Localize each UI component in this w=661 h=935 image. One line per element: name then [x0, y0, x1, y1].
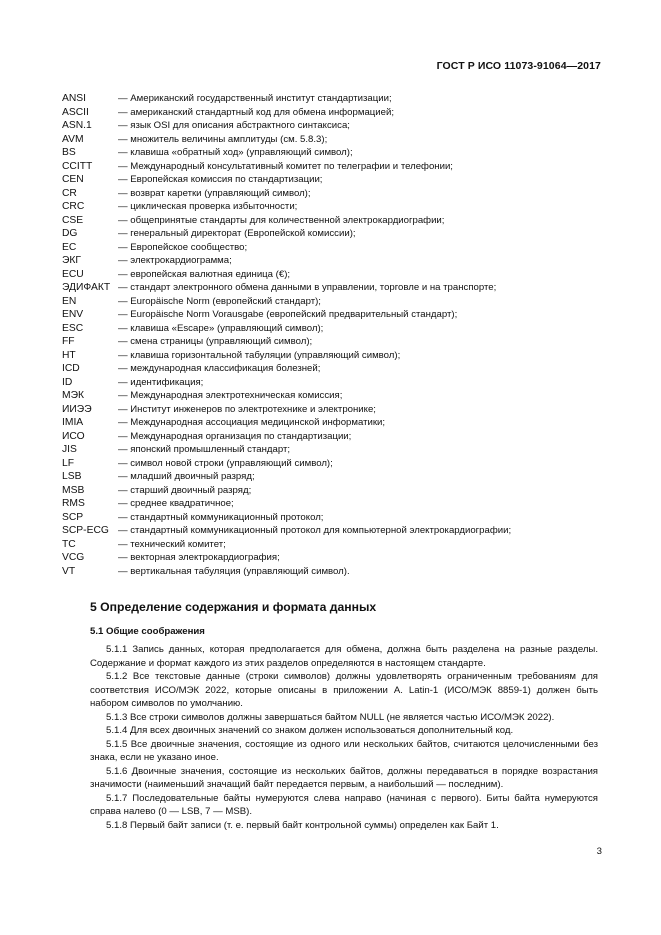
- abbreviation-term: ECU: [62, 268, 84, 280]
- abbreviation-definition: — символ новой строки (управляющий символ);: [118, 457, 333, 469]
- abbreviation-definition: — клавиша «Escape» (управляющий символ);: [118, 322, 324, 334]
- abbreviation-row: [62, 254, 602, 268]
- abbreviation-term: AVM: [62, 133, 84, 145]
- abbreviation-term: ASN.1: [62, 120, 92, 131]
- abbreviation-term: SCP-ECG: [62, 525, 109, 536]
- abbreviation-row: [62, 443, 602, 457]
- abbreviation-row: [62, 119, 602, 133]
- abbreviation-definition: — общепринятые стандарты для количественной электрокардиографии;: [118, 214, 445, 226]
- abbreviation-row: [62, 403, 602, 417]
- abbreviation-row: [62, 241, 602, 255]
- abbreviation-definition: — японский промышленный стандарт;: [118, 444, 290, 455]
- abbreviation-row: [62, 187, 602, 201]
- abbreviation-row: [62, 430, 602, 444]
- paragraph-5-1-2: 5.1.2 Все текстовые данные (строки символов) должны удовлетворять ограниченным требованиям для соответствия ИСО/МЭК 2022, которые описаны в приложении A. Latin-1 (ИСО/МЭК 8859-1) должен быть набором символов по умолчанию.: [90, 671, 598, 709]
- abbreviation-definition: — стандарт электронного обмена данными в управлении, торговле и на транспорте;: [118, 282, 497, 293]
- abbreviation-term: ENV: [62, 309, 84, 320]
- paragraph-5-1-3: 5.1.3 Все строки символов должны завершаться байтом NULL (не является частью ИСО/МЭК 2022).: [106, 711, 555, 723]
- abbreviation-term: VT: [62, 565, 76, 577]
- abbreviation-definition: — европейская валютная единица (€);: [118, 268, 291, 280]
- abbreviation-row: [62, 160, 602, 174]
- abbreviation-definition: — американский стандартный код для обмена информацией;: [118, 106, 394, 118]
- abbreviation-term: JIS: [62, 444, 77, 455]
- abbreviation-term: DG: [62, 228, 78, 239]
- abbreviation-definition: — идентификация;: [118, 376, 204, 388]
- paragraph-5-1-6: 5.1.6 Двоичные значения, состоящие из нескольких байтов, должны передаваться в порядке возрастания значимости (наименьший значащий байт передается первым, а наибольший — последним).: [90, 765, 598, 790]
- abbreviation-row: [62, 281, 602, 295]
- paragraph-5-1-7: 5.1.7 Последовательные байты нумеруются слева направо (начиная с первого). Биты байта нумеруются справа налево (0 — LSB, 7 — MSB).: [90, 792, 598, 817]
- abbreviation-term: IMIA: [62, 417, 84, 428]
- abbreviation-row: [62, 565, 602, 579]
- section-title: 5 Определение содержания и формата данных: [90, 600, 377, 614]
- abbreviation-definition: — Американский государственный институт стандартизации;: [118, 93, 392, 104]
- abbreviation-definition: — Европейская комиссия по стандартизации;: [118, 174, 323, 185]
- abbreviation-definition: — язык OSI для описания абстрактного синтаксиса;: [118, 120, 350, 131]
- abbreviation-row: [62, 457, 602, 471]
- abbreviation-definition: — среднее квадратичное;: [118, 498, 234, 509]
- abbreviation-row: [62, 389, 602, 403]
- abbreviation-term: МЭК: [62, 390, 84, 401]
- abbreviation-term: ESC: [62, 322, 84, 334]
- abbreviation-row: [62, 133, 602, 147]
- abbreviation-definition: — множитель величины амплитуды (см. 5.8.3);: [118, 133, 328, 145]
- abbreviation-definition: — смена страницы (управляющий символ);: [118, 336, 313, 347]
- abbreviation-term: CSE: [62, 214, 84, 226]
- abbreviation-definition: — младший двоичный разряд;: [118, 471, 255, 482]
- abbreviation-row: [62, 308, 602, 322]
- abbreviation-definition: — международная классификация болезней;: [118, 363, 321, 374]
- abbreviation-definition: — вертикальная табуляция (управляющий символ).: [118, 565, 350, 577]
- abbreviation-term: VCG: [62, 552, 85, 563]
- abbreviation-term: ASCII: [62, 106, 89, 118]
- abbreviation-row: [62, 335, 602, 349]
- subsection-title: 5.1 Общие соображения: [90, 626, 205, 637]
- abbreviation-definition: — электрокардиограмма;: [118, 255, 232, 266]
- abbreviation-term: EN: [62, 295, 77, 307]
- abbreviation-row: [62, 416, 602, 430]
- abbreviation-term: ЭКГ: [62, 255, 81, 266]
- abbreviation-term: MSB: [62, 484, 85, 496]
- abbreviation-definition: — клавиша «обратный ход» (управляющий символ);: [118, 147, 353, 158]
- abbreviation-definition: — Институт инженеров по электротехнике и электронике;: [118, 403, 376, 415]
- abbreviation-definition: — Europäische Norm (европейский стандарт);: [118, 295, 321, 307]
- abbreviation-definition: — Международная ассоциация медицинской информатики;: [118, 417, 386, 428]
- abbreviation-definition: — старший двоичный разряд;: [118, 484, 252, 496]
- abbreviation-term: ANSI: [62, 93, 87, 104]
- abbreviation-term: ИСО: [62, 430, 85, 442]
- abbreviation-row: [62, 376, 602, 390]
- paragraph-5-1-4: 5.1.4 Для всех двоичных значений со знаком должен использоваться дополнительный код.: [106, 725, 514, 736]
- abbreviation-term: RMS: [62, 498, 85, 509]
- abbreviation-definition: — циклическая проверка избыточности;: [118, 201, 298, 212]
- abbreviation-definition: — стандартный коммуникационный протокол;: [118, 511, 324, 523]
- abbreviation-row: [62, 511, 602, 525]
- abbreviation-row: [62, 362, 602, 376]
- paragraph-5-1-8: 5.1.8 Первый байт записи (т. е. первый байт контрольной суммы) определен как Байт 1.: [106, 819, 499, 831]
- abbreviation-row: [62, 524, 602, 538]
- paragraph-5-1-5: 5.1.5 Все двоичные значения, состоящие из одного или нескольких байтов, считаются целочисленными без знака, если не указано иное.: [90, 738, 598, 763]
- abbreviation-term: FF: [62, 336, 75, 347]
- abbreviation-row: [62, 484, 602, 498]
- abbreviation-row: [62, 173, 602, 187]
- abbreviation-definition: — Международная организация по стандартизации;: [118, 430, 352, 442]
- abbreviation-term: LSB: [62, 471, 82, 482]
- abbreviation-term: CEN: [62, 174, 84, 185]
- abbreviation-term: ИИЭЭ: [62, 403, 92, 415]
- abbreviation-row: [62, 538, 602, 552]
- abbreviation-term: LF: [62, 457, 75, 469]
- paragraph-5-1-1: 5.1.1 Запись данных, которая предполагается для обмена, должна быть разделена на разные разделы. Содержание и формат каждого из этих разделов определяются в настоящем стандарте.: [90, 644, 598, 669]
- abbreviation-definition: — Международная электротехническая комиссия;: [118, 390, 343, 401]
- abbreviation-row: [62, 322, 602, 336]
- abbreviation-term: ICD: [62, 363, 80, 374]
- abbreviation-definition: — возврат каретки (управляющий символ);: [118, 187, 311, 199]
- abbreviation-term: CCITT: [62, 160, 93, 172]
- document-standard-id: ГОСТ Р ИСО 11073-91064—2017: [436, 60, 601, 72]
- abbreviation-definition: — Международный консультативный комитет по телеграфии и телефонии;: [118, 160, 453, 172]
- abbreviation-row: [62, 470, 602, 484]
- abbreviation-term: TC: [62, 538, 76, 550]
- abbreviations-list: [62, 92, 602, 578]
- abbreviation-row: [62, 295, 602, 309]
- abbreviation-row: [62, 551, 602, 565]
- abbreviation-row: [62, 214, 602, 228]
- abbreviation-definition: — векторная электрокардиография;: [118, 552, 280, 563]
- abbreviation-row: [62, 146, 602, 160]
- abbreviation-row: [62, 349, 602, 363]
- body-text: [90, 643, 598, 832]
- abbreviation-term: HT: [62, 349, 76, 361]
- abbreviation-row: [62, 106, 602, 120]
- abbreviation-row: [62, 268, 602, 282]
- abbreviation-definition: — Europäische Norm Vorausgabe (европейский предварительный стандарт);: [118, 309, 458, 320]
- abbreviation-term: CR: [62, 187, 77, 199]
- abbreviation-term: BS: [62, 147, 76, 158]
- abbreviation-row: [62, 497, 602, 511]
- abbreviation-definition: — генеральный директорат (Европейской комиссии);: [118, 228, 356, 239]
- abbreviation-row: [62, 92, 602, 106]
- abbreviation-definition: — клавиша горизонтальной табуляции (управляющий символ);: [118, 349, 401, 361]
- abbreviation-term: ID: [62, 376, 73, 388]
- page-number: 3: [596, 846, 602, 857]
- abbreviation-term: ЭДИФАКТ: [62, 282, 111, 293]
- abbreviation-term: CRC: [62, 201, 85, 212]
- abbreviation-term: SCP: [62, 511, 84, 523]
- abbreviation-definition: — стандартный коммуникационный протокол для компьютерной электрокардиографии;: [118, 525, 512, 536]
- abbreviation-term: EC: [62, 241, 77, 253]
- abbreviation-row: [62, 200, 602, 214]
- abbreviation-definition: — технический комитет;: [118, 538, 226, 550]
- abbreviation-row: [62, 227, 602, 241]
- abbreviation-definition: — Европейское сообщество;: [118, 241, 248, 253]
